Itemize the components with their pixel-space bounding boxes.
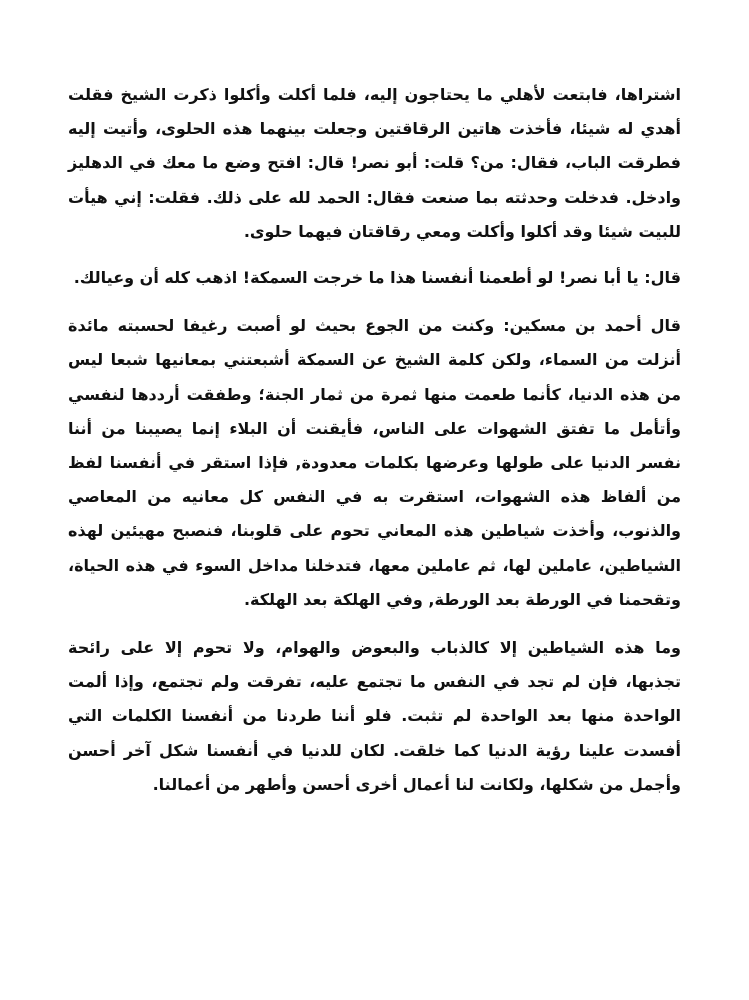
document-page [68,78,681,816]
paragraph-1: اشتراها، فابتعت لأهلي ما يحتاجون إليه، فلما أكلت وأكلوا ذكرت الشيخ فقلت أهدي له شيئا، فأخذت هاتين الرقاقتين وجعلت بينهما هذه الحلوى، وأتيت إليه فطرقت الباب، فقال: من؟ قلت: أبو نصر! قال: افتح وضع ما معك في الدهليز وادخل. فدخلت وحدثته بما صنعت فقال: الحمد لله على ذلك. فقلت: إني هيأت للبيت شيئا وقد أكلوا وأكلت ومعي رقاقتان فيهما حلوى. [68,85,681,241]
paragraph-2: قال: يا أبا نصر! لو أطعمنا أنفسنا هذا ما خرجت السمكة! اذهب كله أن وعيالك. [73,268,681,288]
paragraph-4: وما هذه الشياطين إلا كالذباب والبعوض والهوام، ولا تحوم إلا على رائحة تجذبها، فإن لم تجد في النفس ما تجتمع عليه، تفرقت ولم تجتمع، وإذا ألمت الواحدة منها بعد الواحدة لم تثبت. فلو أننا طردنا من أنفسنا الكلمات التي أفسدت علينا رؤية الدنيا كما خلقت. لكان للدنيا في أنفسنا شكل آخر أحسن وأجمل من شكلها، ولكانت لنا أعمال أخرى أحسن وأطهر من أعمالنا. [68,638,681,794]
paragraph-3: قال أحمد بن مسكين: وكنت من الجوع بحيث لو أصبت رغيفا لحسبته مائدة أنزلت من السماء، ولكن كلمة الشيخ عن السمكة أشبعتني بمعانيها شبعا ليس من هذه الدنيا، كأنما طعمت منها ثمرة من ثمار الجنة؛ وطفقت أرددها لنفسي وأتأمل ما تفتق الشهوات على الناس، فأيقنت أن البلاء إنما يصيبنا من أننا نفسر الدنيا على طولها وعرضها بكلمات معدودة, فإذا استقر في أنفسنا لفظ من ألفاظ هذه الشهوات، استقرت به في النفس كل معانيه من المعاصي والذنوب، وأخذت شياطين هذه المعاني تحوم على قلوبنا، فنصبح مهيئين لهذه الشياطين، عاملين لها، ثم عاملين معها، فتدخلنا مداخل السوء في هذه الحياة، وتقحمنا في الورطة بعد الورطة, وفي الهلكة بعد الهلكة. [68,316,681,609]
